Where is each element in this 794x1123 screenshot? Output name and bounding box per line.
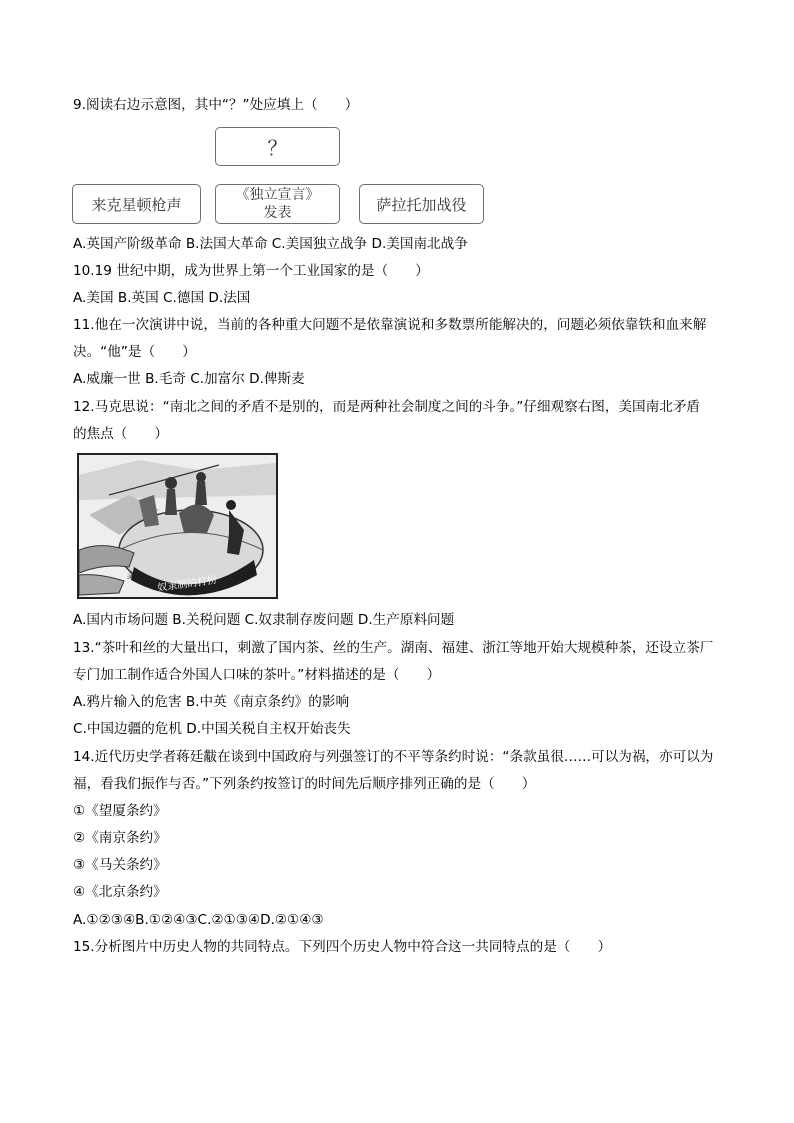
q10-stem: 10.19 世纪中期，成为世界上第一个工业国家的是（ ） [73,263,429,279]
q13-options-line-1: A.鸦片输入的危害 B.中英《南京条约》的影响 [73,694,350,710]
q14-item-1: ①《望厦条约》 [73,803,167,819]
diagram-left-label: 来克星顿枪声 [91,195,182,214]
q11-stem-line-1: 11.他在一次演讲中说，当前的各种重大问题不是依靠演说和多数票所能解决的，问题必须依靠铁和血来解 [73,317,707,333]
cartoon-side-text: 美 [125,570,137,583]
q9-stem: 9.阅读右边示意图，其中“？”处应填上（ ） [73,97,359,113]
q14-item-2: ②《南京条约》 [73,830,167,846]
cartoon-caption: 奴隶制的打扮 [156,574,218,595]
diagram-top-label: ？ [267,136,288,160]
q13-stem-line-1: 13.“茶叶和丝的大量出口，刺激了国内茶、丝的生产。湖南、福建、浙江等地开始大规模种茶，还设立茶厂 [73,640,714,656]
q9-options: A.英国产阶级革命 B.法国大革命 C.美国独立战争 D.美国南北战争 [73,236,468,252]
q15-stem: 15.分析图片中历史人物的共同特点。下列四个历史人物中符合这一共同特点的是（ ） [73,939,612,955]
q13-stem-line-2: 专门加工制作适合外国人口味的茶叶。”材料描述的是（ ） [73,667,441,683]
q14-item-3: ③《马关条约》 [73,857,167,873]
diagram-middle-label-2: 发表 [263,205,292,221]
q12-stem-line-2: 的焦点（ ） [73,426,169,442]
q11-options: A.威廉一世 B.毛奇 C.加富尔 D.俾斯麦 [73,371,305,387]
q14-stem-line-1: 14.近代历史学者蒋廷黻在谈到中国政府与列强签订的不平等条约时说：“条款虽很……可以为祸，亦可以为 [73,749,714,765]
diagram-box-right [359,184,484,224]
q14-options: A.①②③④B.①②④③C.②①③④D.②①④③ [73,912,324,928]
diagram-box-middle [215,184,340,224]
q13-options-line-2: C.中国边疆的危机 D.中国关税自主权开始丧失 [73,721,351,737]
q14-item-4: ④《北京条约》 [73,884,167,900]
diagram-box-top [215,127,340,166]
diagram-right-label: 萨拉托加战役 [376,195,467,214]
diagram-middle-label-1: 《独立宣言》 [235,187,320,203]
q12-options: A.国内市场问题 B.关税问题 C.奴隶制存废问题 D.生产原料问题 [73,612,455,628]
q14-stem-line-2: 福，看我们振作与否。”下列条约按签订的时间先后顺序排列正确的是（ ） [73,776,536,792]
diagram-box-left [72,184,201,224]
q12-cartoon-image [77,453,278,599]
q10-options: A.美国 B.英国 C.德国 D.法国 [73,290,251,306]
q11-stem-line-2: 决。“他”是（ ） [73,344,196,360]
q12-stem-line-1: 12.马克思说：“南北之间的矛盾不是别的，而是两种社会制度之间的斗争。”仔细观察右图，美国南北矛盾 [73,399,701,415]
